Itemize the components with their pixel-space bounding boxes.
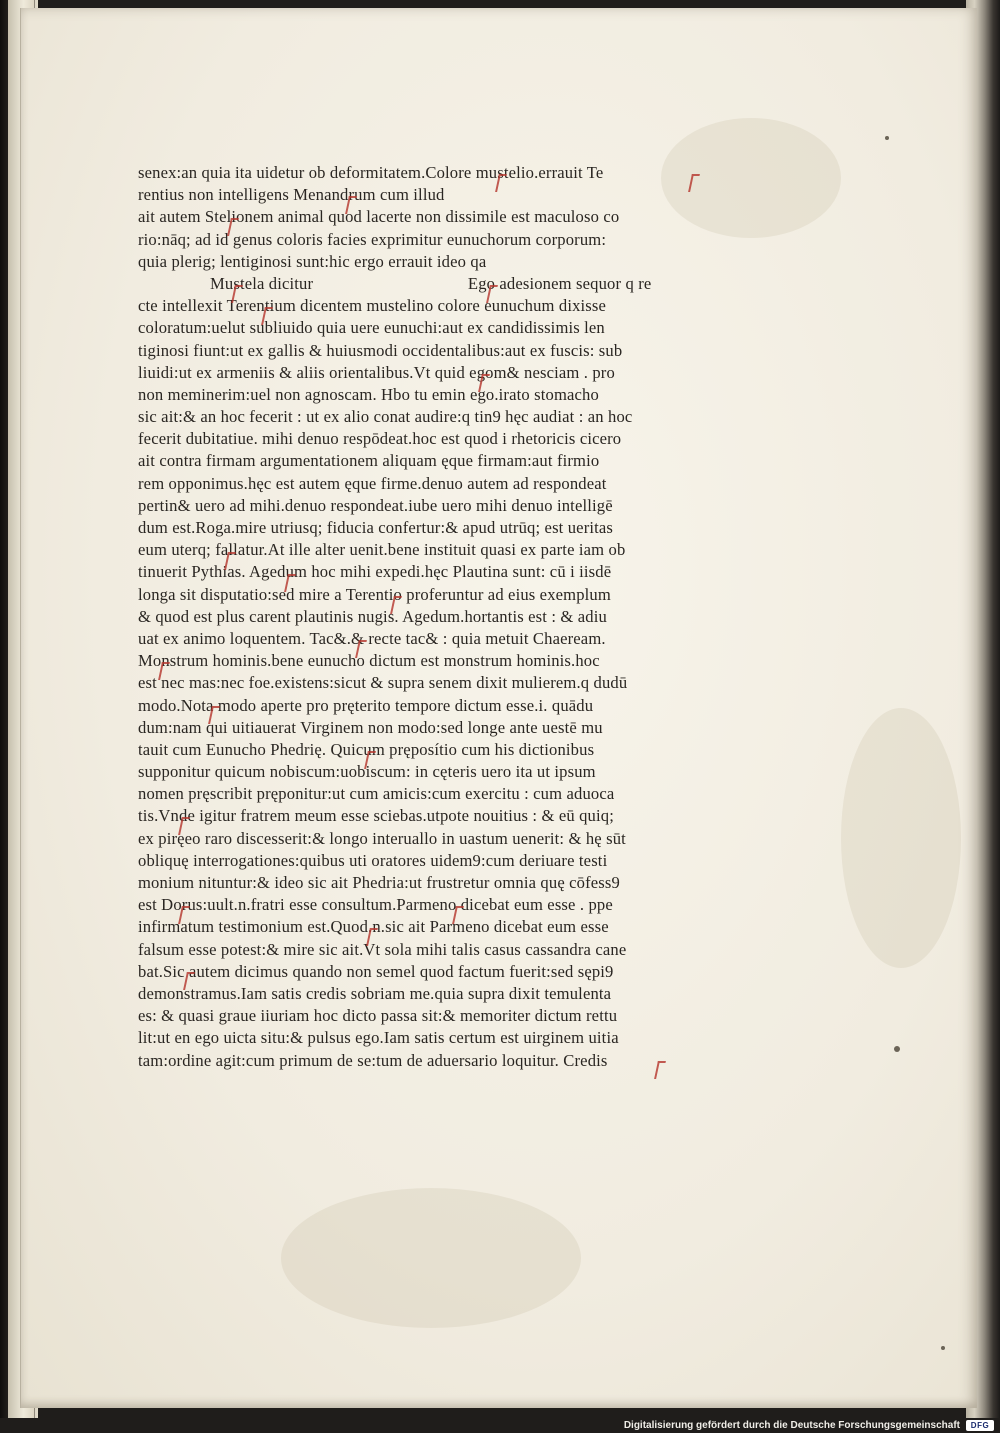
text-line: tinuerit Pythias. Agedum hoc mihi expedi.hęc Plautina sunt: cū i iisdē <box>138 562 612 582</box>
text-line: uat ex animo loquentem. Tac&.& recte tac& : quia metuit Chaeream. <box>138 628 606 648</box>
text-line: tis.Vnde igitur fratrem meum esse sciebas.utpote nouitius : & eū quiq; <box>138 806 614 826</box>
text-line: Mustela dicitur Ego adesionem sequor q re <box>210 273 652 293</box>
text-line: nomen pręscribit pręponitur:ut cum amicis:cum exercitu : cum aduoca <box>138 784 615 804</box>
text-line: cte intellexit Terentium dicentem mustelino colore eunuchum dixisse <box>138 296 607 316</box>
foxing-spot <box>894 1046 900 1052</box>
text-line: liuidi:ut ex armeniis & aliis orientalibus.Vt quid egom& nesciam . pro <box>138 362 615 382</box>
text-line: obliquę interrogationes:quibus uti oratores uidem9:cum deriuare testi <box>138 850 608 870</box>
footer-credit: Digitalisierung gefördert durch die Deutsche Forschungsgemeinschaft <box>623 1420 960 1431</box>
digitization-footer <box>0 1418 1000 1433</box>
text-line: tam:ordine agit:cum primum de se:tum de aduersario loquitur. Credis <box>138 1050 608 1070</box>
text-line: rem opponimus.hęc est autem ęque firme.denuo autem ad respondeat <box>138 473 607 493</box>
text-line: dum:nam qui uitiauerat Virginem non modo:sed longe ante uestē mu <box>138 717 603 737</box>
text-line: lit:ut en ego uicta situ:& pulsus ego.Iam satis certum est uirginem uitia <box>138 1028 619 1048</box>
foxing-spot <box>941 1346 945 1350</box>
text-line: pertin& uero ad mihi.denuo respondeat.iube uero mihi denuo intelligē <box>138 495 613 515</box>
text-line: rentius non intelligens Menandrum cum illud <box>138 185 445 205</box>
text-line: tauit cum Eunucho Phedrię. Quicum pręposítio cum his dictionibus <box>138 739 595 759</box>
text-line: est Dorus:uult.n.fratri esse consultum.Parmeno dicebat eum esse . ppe <box>138 895 613 915</box>
paper-stain <box>281 1188 581 1328</box>
text-line: non meminerim:uel non agnoscam. Hbo tu emin ego.irato stomacho <box>138 384 599 404</box>
printed-text-block <box>138 162 718 1072</box>
text-line: rio:nāq; ad id genus coloris facies exprimitur eunuchorum corporum: <box>138 229 607 249</box>
text-line: ait autem Stelionem animal quod lacerte non dissimile est maculoso co <box>138 207 620 227</box>
text-line: est nec mas:nec foe.existens:sicut & supra senem dixit mulierem.q dudū <box>138 673 628 693</box>
text-line: coloratum:uelut subliuido quia uere eunuchi:aut ex candidissimis len <box>138 318 605 338</box>
text-line: dum est.Roga.mire utriusq; fiducia confertur:& apud utrūq; est ueritas <box>138 518 614 537</box>
foxing-spot <box>885 136 889 140</box>
text-line: longa sit disputatio:sed mire a Terentio proferuntur ad eius exemplum <box>138 584 611 604</box>
text-line: & quod est plus carent plautinis nugis. Agedum.hortantis est : & adiu <box>138 606 607 626</box>
text-line: tiginosi fiunt:ut ex gallis & huiusmodi occidentalibus:aut ex fuscis: sub <box>138 340 623 360</box>
text-line: modo.Nota modo aperte pro pręterito tempore dictum esse.i. quādu <box>138 695 594 715</box>
text-line: bat.Sic autem dicimus quando non semel quod factum fuerit:sed sępi9 <box>138 961 614 981</box>
text-line: Monstrum hominis.bene eunucho dictum est monstrum hominis.hoc <box>138 651 600 671</box>
text-line: sic ait:& an hoc fecerit : ut ex alio conat audire:q tin9 hęc audiat : an hoc <box>138 407 633 427</box>
text-line: ex piręeo raro discesserit:& longo interuallo in uastum uenerit: & hę sūt <box>138 828 626 848</box>
text-line: monium nituntur:& ideo sic ait Phedria:ut frustretur omnia quę cōfess9 <box>138 873 620 892</box>
paper-stain <box>841 708 961 968</box>
text-line: demonstramus.Iam satis credis sobriam me.quia supra dixit temulenta <box>138 983 612 1003</box>
text-line: ait contra firmam argumentationem aliquam ęque firmam:aut firmio <box>138 451 600 471</box>
text-line: senex:an quia ita uidetur ob deformitatem.Colore mustelio.errauit Te <box>138 163 604 182</box>
text-line: quia plerig; lentiginosi sunt:hic ergo errauit ideo qa <box>138 251 487 271</box>
text-line: es: & quasi graue iiuriam hoc dicto passa sit:& memoriter dictum rettu <box>138 1006 618 1026</box>
text-line: supponitur quicum nobiscum:uobiscum: in cęteris uero ita ut ipsum <box>138 762 596 782</box>
text-line: infirmatum testimonium est.Quod.n.sic ait Parmeno dicebat eum esse <box>138 917 609 937</box>
text-line: falsum esse potest:& mire sic ait.Vt sola mihi talis casus cassandra cane <box>138 939 627 959</box>
text-line: fecerit dubitatiue. mihi denuo respōdeat.hoc est quod i rhetoricis cicero <box>138 429 622 449</box>
dfg-logo: DFG <box>966 1420 994 1431</box>
text-line: eum uterq; fallatur.At ille alter uenit.bene instituit quasi ex parte iam ob <box>138 540 626 560</box>
